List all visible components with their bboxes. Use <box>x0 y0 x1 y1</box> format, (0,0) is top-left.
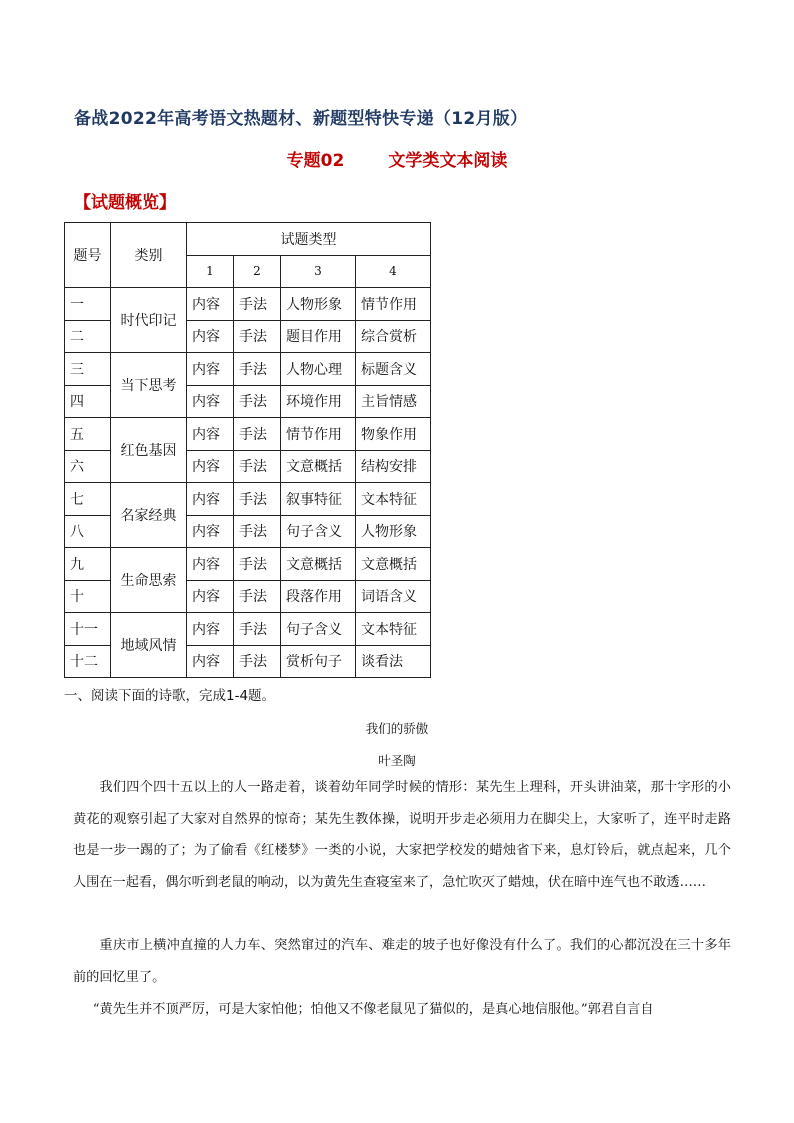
cell-type-1: 内容 <box>187 320 234 353</box>
table-row <box>65 613 431 646</box>
cell-type-4: 人物形象 <box>356 515 431 548</box>
cell-type-2: 手法 <box>234 418 281 451</box>
row-category: 时代印记 <box>111 288 187 353</box>
cell-type-1: 内容 <box>187 548 234 581</box>
cell-type-3: 人物心理 <box>281 353 356 386</box>
table-row <box>65 548 431 581</box>
cell-type-3: 句子含义 <box>281 613 356 646</box>
cell-type-3: 段落作用 <box>281 580 356 613</box>
cell-type-1: 内容 <box>187 288 234 321</box>
row-number: 一 <box>65 288 111 321</box>
cell-type-4: 综合赏析 <box>356 320 431 353</box>
cell-type-4: 标题含义 <box>356 353 431 386</box>
cell-type-2: 手法 <box>234 548 281 581</box>
cell-type-2: 手法 <box>234 645 281 678</box>
cell-type-2: 手法 <box>234 320 281 353</box>
cell-type-4: 文本特征 <box>356 483 431 516</box>
row-number: 五 <box>65 418 111 451</box>
cell-type-3: 句子含义 <box>281 515 356 548</box>
table-row <box>65 353 431 386</box>
cell-type-3: 人物形象 <box>281 288 356 321</box>
cell-type-3: 题目作用 <box>281 320 356 353</box>
cell-type-3: 叙事特征 <box>281 483 356 516</box>
cell-type-3: 文意概括 <box>281 450 356 483</box>
topic-name: 文学类文本阅读 <box>388 151 508 171</box>
cell-type-1: 内容 <box>187 613 234 646</box>
cell-type-2: 手法 <box>234 515 281 548</box>
row-category: 当下思考 <box>111 353 187 418</box>
cell-type-2: 手法 <box>234 483 281 516</box>
passage-title: 我们的骄傲 <box>365 721 429 736</box>
row-category: 名家经典 <box>111 483 187 548</box>
row-category: 生命思索 <box>111 548 187 613</box>
table-row <box>65 483 431 516</box>
header-category: 类别 <box>111 223 187 288</box>
cell-type-1: 内容 <box>187 450 234 483</box>
cell-type-2: 手法 <box>234 288 281 321</box>
passage-paragraph: 重庆市上横冲直撞的人力车、突然窜过的汽车、难走的坡子也好像没有什么了。我们的心都沉没在三十多年前的回忆里了。 <box>73 938 731 985</box>
table-row <box>65 288 431 321</box>
cell-type-1: 内容 <box>187 385 234 418</box>
table-header-row <box>65 223 431 256</box>
cell-type-4: 情节作用 <box>356 288 431 321</box>
cell-type-2: 手法 <box>234 580 281 613</box>
row-number: 八 <box>65 515 111 548</box>
cell-type-3: 环境作用 <box>281 385 356 418</box>
cell-type-2: 手法 <box>234 613 281 646</box>
row-number: 十 <box>65 580 111 613</box>
table-row <box>65 418 431 451</box>
cell-type-1: 内容 <box>187 645 234 678</box>
cell-type-4: 主旨情感 <box>356 385 431 418</box>
cell-type-4: 词语含义 <box>356 580 431 613</box>
cell-type-1: 内容 <box>187 418 234 451</box>
row-number: 七 <box>65 483 111 516</box>
cell-type-4: 结构安排 <box>356 450 431 483</box>
cell-type-1: 内容 <box>187 580 234 613</box>
header-number: 题号 <box>65 223 111 288</box>
cell-type-1: 内容 <box>187 483 234 516</box>
topic-subtitle <box>0 146 794 171</box>
topic-number: 专题02 <box>286 151 345 171</box>
cell-type-4: 谈看法 <box>356 645 431 678</box>
cell-type-1: 内容 <box>187 353 234 386</box>
overview-table <box>64 222 431 678</box>
cell-type-2: 手法 <box>234 385 281 418</box>
type-column-2: 2 <box>234 255 281 288</box>
row-number: 十二 <box>65 645 111 678</box>
overview-heading: 【试题概览】 <box>74 193 176 213</box>
row-category: 红色基因 <box>111 418 187 483</box>
row-number: 九 <box>65 548 111 581</box>
row-number: 二 <box>65 320 111 353</box>
row-category: 地域风情 <box>111 613 187 678</box>
passage-paragraph: “黄先生并不顶严厉，可是大家怕他；怕他又不像老鼠见了猫似的，是真心地信服他。”郭君自言自 <box>92 1002 654 1017</box>
passage-author: 叶圣陶 <box>378 753 416 768</box>
cell-type-4: 物象作用 <box>356 418 431 451</box>
type-column-4: 4 <box>356 255 431 288</box>
cell-type-3: 文意概括 <box>281 548 356 581</box>
cell-type-2: 手法 <box>234 450 281 483</box>
header-types: 试题类型 <box>187 223 431 256</box>
cell-type-3: 赏析句子 <box>281 645 356 678</box>
cell-type-4: 文意概括 <box>356 548 431 581</box>
cell-type-4: 文本特征 <box>356 613 431 646</box>
type-column-1: 1 <box>187 255 234 288</box>
row-number: 三 <box>65 353 111 386</box>
passage-paragraph: 我们四个四十五以上的人一路走着，谈着幼年同学时候的情形：某先生上理科，开头讲油菜，那十字形的小黄花的观察引起了大家对自然界的惊奇；某先生教体操，说明开步走必须用力在脚尖上，大家听了，连平时走路也是一步一踢的了；为了偷看《红楼梦》一类的小说，大家把学校发的蜡烛省下来，息灯铃后，就点起来，几个人围在一起看，偶尔听到老鼠的响动，以为黄先生查寝室来了，急忙吹灭了蜡烛，伏在暗中连气也不敢透…… <box>73 780 731 890</box>
cell-type-1: 内容 <box>187 515 234 548</box>
row-number: 十一 <box>65 613 111 646</box>
reading-instruction: 一、阅读下面的诗歌，完成1-4题。 <box>64 688 276 704</box>
cell-type-2: 手法 <box>234 353 281 386</box>
row-number: 六 <box>65 450 111 483</box>
type-column-3: 3 <box>281 255 356 288</box>
row-number: 四 <box>65 385 111 418</box>
document-title: 备战2022年高考语文热题材、新题型特快专递（12月版） <box>74 109 528 129</box>
cell-type-3: 情节作用 <box>281 418 356 451</box>
